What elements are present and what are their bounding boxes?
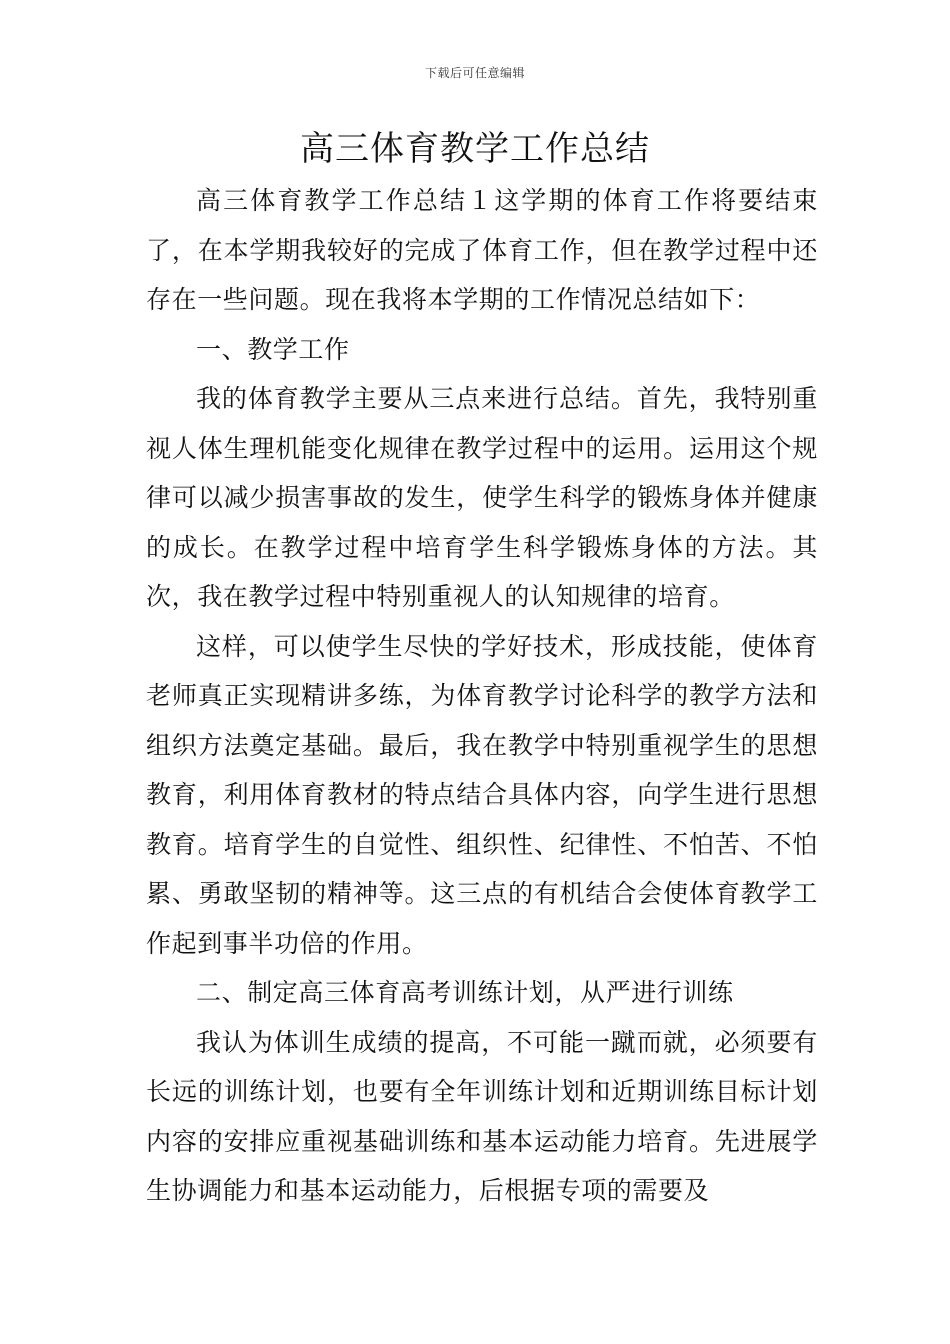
- document-body: [146, 176, 818, 1216]
- section-heading-teaching: 一、教学工作: [196, 334, 350, 364]
- header-note: 下载后可任意编辑: [424, 66, 525, 80]
- paragraph-training: 我认为体训生成绩的提高，不可能一蹴而就，必须要有长远的训练计划，也要有全年训练计划和近期训练目标计划内容的安排应重视基础训练和基本运动能力培育。先进展学生协调能力和基本运动能力，后根据专项的需要及: [146, 1027, 818, 1205]
- paragraph-teaching-2: 这样，可以使学生尽快的学好技术，形成技能，使体育老师真正实现精讲多练，为体育教学讨论科学的教学方法和组织方法奠定基础。最后，我在教学中特别重视学生的思想教育，利用体育教材的特点结合具体内容，向学生进行思想教育。培育学生的自觉性、组织性、纪律性、不怕苦、不怕累、勇敢坚韧的精神等。这三点的有机结合会使体育教学工作起到事半功倍的作用。: [146, 631, 818, 958]
- document-title: 高三体育教学工作总结: [300, 129, 650, 169]
- paragraph-intro: 高三体育教学工作总结１这学期的体育工作将要结束了，在本学期我较好的完成了体育工作，但在教学过程中还存在一些问题。现在我将本学期的工作情况总结如下：: [146, 186, 818, 314]
- section-heading-training: 二、制定高三体育高考训练计划，从严进行训练: [196, 978, 734, 1007]
- paragraph-teaching-1: 我的体育教学主要从三点来进行总结。首先，我特别重视人体生理机能变化规律在教学过程中的运用。运用这个规律可以减少损害事故的发生，使学生科学的锻炼身体并健康的成长。在教学过程中培育学生科学锻炼身体的方法。其次，我在教学过程中特别重视人的认知规律的培育。: [146, 384, 818, 611]
